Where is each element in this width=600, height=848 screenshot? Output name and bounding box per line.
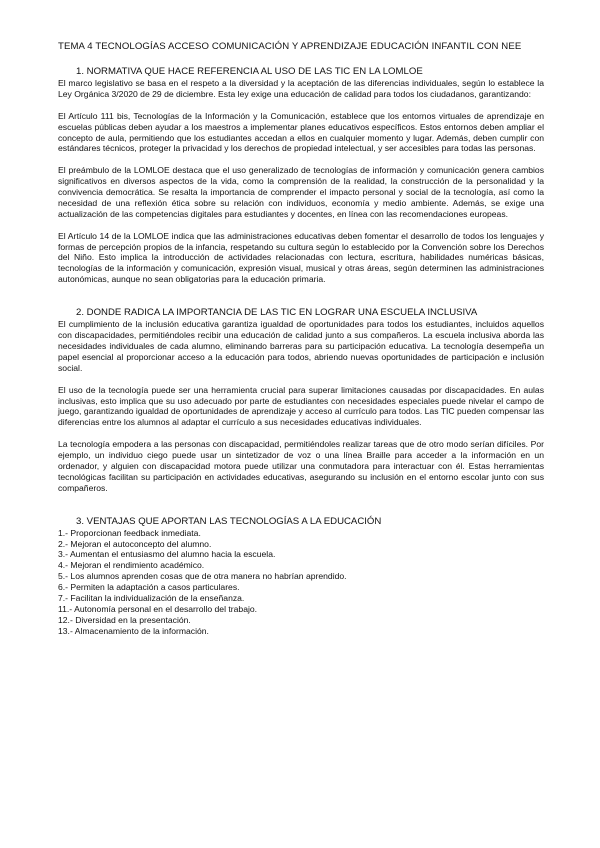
list-item: 1.- Proporcionan feedback inmediata.: [58, 527, 201, 538]
advantages-list: [58, 528, 544, 637]
paragraph: El Artículo 14 de la LOMLOE indica que las administraciones educativas deben fomentar el desarrollo de todos los lenguajes y formas de percepción propios de la infancia, respetando su cultura según lo establecido por la Convención sobre los Derechos del Niño. Esto implica la introducción de actividades relacionadas con lectura, escritura, habilidades numéricas básicas, tecnologías de la información y comunicación, expresión visual, musical y otras áreas, según determinen las administraciones autonómicas, aunque no sean obligatorias para la educación primaria.: [58, 230, 544, 285]
list-item: 3.- Aumentan el entusiasmo del alumno hacia la escuela.: [58, 549, 276, 560]
section-heading-normativa: 1. NORMATIVA QUE HACE REFERENCIA AL USO DE LAS TIC EN LA LOMLOE: [76, 66, 423, 77]
list-item: 4.- Mejoran el rendimiento académico.: [58, 560, 205, 571]
list-item: 13.- Almacenamiento de la información.: [58, 625, 209, 636]
paragraph: El preámbulo de la LOMLOE destaca que el uso generalizado de tecnologías de información y comunicación genera cambios significativos en diversos aspectos de la vida, como la comprensión de la realidad, la construcción de la personalidad y la convivencia democrática. Se resalta la importancia de comprender el impacto personal y social de la tecnología, así como la necesidad de una reflexión ética sobre su relación con individuos, economía y medio ambiente. Además, se exige una actualización de las competencias digitales para estudiantes y docentes, en línea con las recomendaciones europeas.: [58, 165, 544, 219]
section-heading-escuela-inclusiva: 2. DONDE RADICA LA IMPORTANCIA DE LAS TIC EN LOGRAR UNA ESCUELA INCLUSIVA: [76, 307, 478, 319]
paragraph: El cumplimiento de la inclusión educativa garantiza igualdad de oportunidades para todos los estudiantes, incluidos aquellos con discapacidades, permitiéndoles recibir una educación de calidad junto a sus compañeros. La escuela inclusiva aborda las necesidades individuales de cada alumno, eliminando barreras para su participación educativa. La tecnología desempeña un papel esencial al proporcionar acceso a la educación para todos, abriendo nuevas oportunidades de participación e inclusión social.: [58, 319, 544, 373]
list-item: 7.- Facilitan la individualización de la enseñanza.: [58, 593, 245, 604]
paragraph: El Artículo 111 bis, Tecnologías de la Información y la Comunicación, establece que los entornos virtuales de aprendizaje en escuelas públicas deben ayudar a los maestros a implementar planes educativos específicos. Estos entornos deben ampliar el concepto de aula, permitiendo que los estudiantes accedan a ellos en cualquier momento y lugar. Además, deben cumplir con estándares técnicos, proteger la privacidad y los derechos de propiedad intelectual, y ser accesibles para todas las personas.: [58, 110, 544, 154]
list-item: 2.- Mejoran el autoconcepto del alumno.: [58, 538, 212, 549]
document-page: [58, 41, 544, 637]
paragraph: La tecnología empodera a las personas con discapacidad, permitiéndoles realizar tareas que de otro modo serían difíciles. Por ejemplo, un individuo ciego puede usar un sintetizador de voz o una línea Braille para acceder a la información en un ordenador, y alguien con discapacidad motora puede utilizar una conmutadora para interactuar con él. Estas herramientas tecnológicas facilitan su participación en actividades educativas, asegurando su inclusión en el entorno escolar junto con sus compañeros.: [58, 439, 544, 493]
document-title: TEMA 4 TECNOLOGÍAS ACCESO COMUNICACIÓN Y APRENDIZAJE EDUCACIÓN INFANTIL CON NEE: [58, 41, 522, 52]
paragraph: El marco legislativo se basa en el respeto a la diversidad y la aceptación de las diferencias individuales, según lo establece la Ley Orgánica 3/2020 de 29 de diciembre. Esta ley exige una educación de calidad para todos los ciudadanos, garantizando:: [58, 78, 544, 99]
list-item: 11.- Autonomía personal en el desarrollo del trabajo.: [58, 603, 258, 614]
list-item: 6.- Permiten la adaptación a casos particulares.: [58, 582, 240, 593]
list-item: 5.- Los alumnos aprenden cosas que de otra manera no habrían aprendido.: [58, 571, 347, 582]
paragraph: El uso de la tecnología puede ser una herramienta crucial para superar limitaciones causadas por discapacidades. En aulas inclusivas, esto implica que su uso adecuado por parte de estudiantes con necesidades especiales puede nivelar el campo de juego, garantizando igualdad de oportunidades de aprendizaje y acceso al currículo para todos. Las TIC pueden compensar las diferencias entre los alumnos al adaptar el currículo a sus necesidades educativas individuales.: [58, 384, 544, 428]
section-heading-ventajas: 3. VENTAJAS QUE APORTAN LAS TECNOLOGÍAS A LA EDUCACIÓN: [76, 515, 382, 527]
list-item: 12.- Diversidad en la presentación.: [58, 614, 191, 625]
